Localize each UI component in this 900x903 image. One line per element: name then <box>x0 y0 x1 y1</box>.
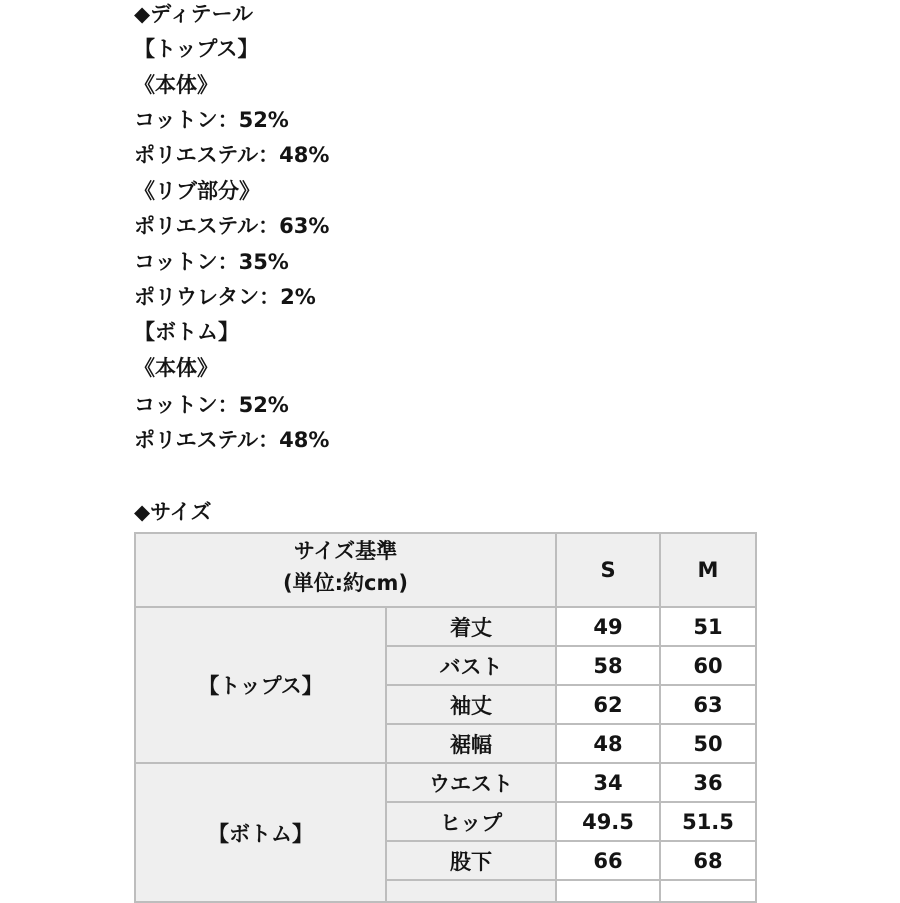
details-line-bottom-polyester: ポリエステル：48% <box>134 428 330 452</box>
size-s-value-cut-off <box>556 880 660 902</box>
details-line-rib-polyester: ポリエステル：63% <box>134 214 330 238</box>
size-s-value: 48 <box>556 724 660 763</box>
measure-label: バスト <box>386 646 556 685</box>
size-unit-label: (単位:約cm) <box>283 571 408 595</box>
table-row <box>135 763 756 802</box>
size-standard-title: サイズ基準 <box>293 539 398 563</box>
size-m-value: 51 <box>660 607 756 646</box>
size-m-value: 51.5 <box>660 802 756 841</box>
size-standard-header <box>135 533 556 607</box>
size-s-value: 62 <box>556 685 660 724</box>
size-s-value: 34 <box>556 763 660 802</box>
details-line-rib-label: 《リブ部分》 <box>134 179 260 203</box>
details-line-bottom-body-label: 《本体》 <box>134 356 218 380</box>
details-line-tops-body-label: 《本体》 <box>134 73 218 97</box>
size-s-value: 49.5 <box>556 802 660 841</box>
measure-label: 股下 <box>386 841 556 880</box>
size-m-value-cut-off <box>660 880 756 902</box>
details-line-tops-label: 【トップス】 <box>134 37 259 61</box>
details-line-tops-cotton: コットン：52% <box>134 108 289 132</box>
size-m-header: M <box>660 533 756 607</box>
measure-label: 袖丈 <box>386 685 556 724</box>
size-chart-table <box>134 532 757 903</box>
details-line-rib-polyurethane: ポリウレタン：2% <box>134 285 316 309</box>
size-m-value: 63 <box>660 685 756 724</box>
measure-label: 着丈 <box>386 607 556 646</box>
group-label-bottom: 【ボトム】 <box>135 763 386 902</box>
details-line-bottom-label: 【ボトム】 <box>134 320 239 344</box>
details-heading: ◆ディテール <box>134 2 254 26</box>
details-line-bottom-cotton: コットン：52% <box>134 393 289 417</box>
size-m-value: 36 <box>660 763 756 802</box>
group-label-tops: 【トップス】 <box>135 607 386 763</box>
size-heading: ◆サイズ <box>134 500 212 524</box>
size-s-value: 58 <box>556 646 660 685</box>
size-s-value: 49 <box>556 607 660 646</box>
size-chart-header-row <box>135 533 756 607</box>
details-line-tops-polyester: ポリエステル：48% <box>134 143 330 167</box>
measure-label: 裾幅 <box>386 724 556 763</box>
size-m-value: 60 <box>660 646 756 685</box>
size-m-value: 68 <box>660 841 756 880</box>
measure-label-cut-off <box>386 880 556 902</box>
size-s-value: 66 <box>556 841 660 880</box>
table-row <box>135 607 756 646</box>
measure-label: ウエスト <box>386 763 556 802</box>
measure-label: ヒップ <box>386 802 556 841</box>
size-m-value: 50 <box>660 724 756 763</box>
details-line-rib-cotton: コットン：35% <box>134 250 289 274</box>
size-s-header: S <box>556 533 660 607</box>
